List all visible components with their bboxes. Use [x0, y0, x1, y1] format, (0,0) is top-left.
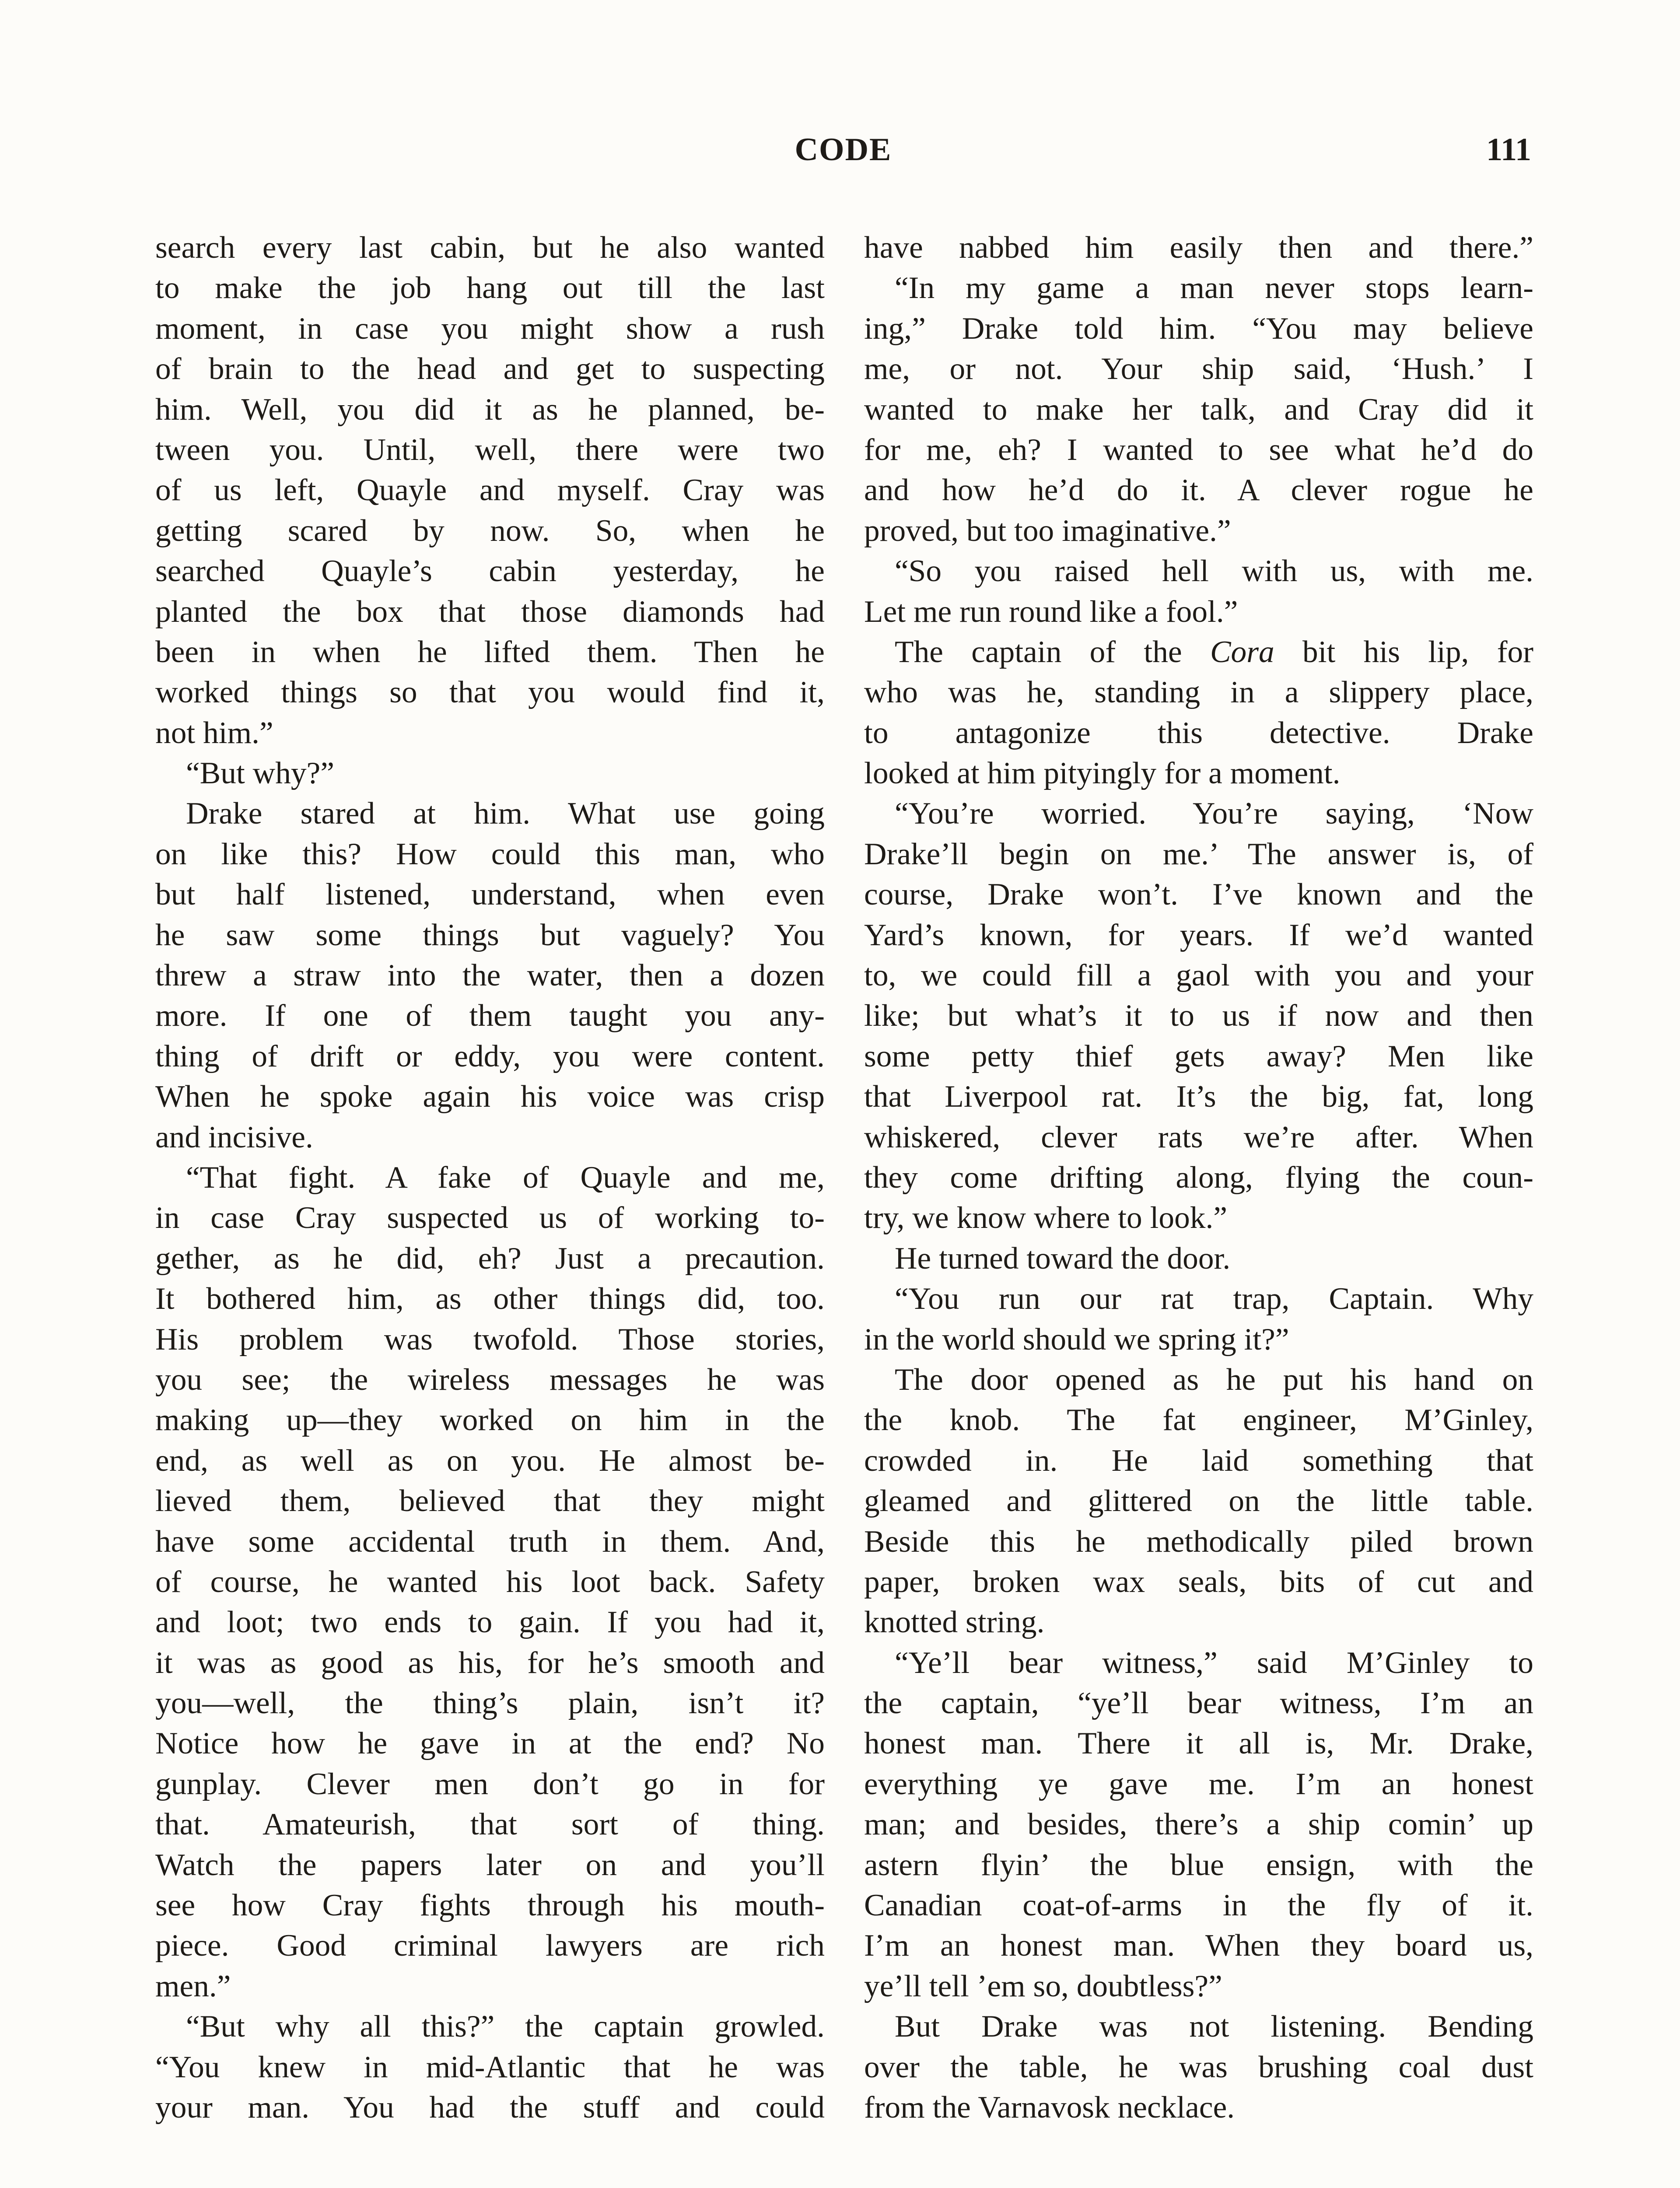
text-line: whiskered, clever rats we’re after. When — [864, 1119, 1533, 1154]
text-line: of course, he wanted his loot back. Safety — [155, 1564, 825, 1599]
text-line: “So you raised hell with us, with me. — [895, 554, 1533, 589]
right-text-column — [864, 228, 1533, 2128]
text-line: tween you. Until, well, there were two — [155, 432, 825, 467]
text-line: “That fight. A fake of Quayle and me, — [186, 1160, 825, 1195]
text-line: moment, in case you might show a rush — [155, 311, 825, 346]
text-line: The captain of the Cora bit his lip, for — [895, 634, 1533, 669]
text-line: honest man. There it all is, Mr. Drake, — [864, 1726, 1533, 1761]
text-line: “But why all this?” the captain growled. — [186, 2009, 825, 2044]
text-line: have some accidental truth in them. And, — [155, 1524, 825, 1559]
text-line: course, Drake won’t. I’ve known and the — [864, 877, 1533, 912]
text-line: thing of drift or eddy, you were content. — [155, 1038, 825, 1073]
text-line: When he spoke again his voice was crisp — [155, 1079, 825, 1114]
text-line: Beside this he methodically piled brown — [864, 1524, 1533, 1559]
text-line: Canadian coat-of-arms in the fly of it. — [864, 1888, 1533, 1923]
text-line: ye’ll tell ’em so, doubtless?” — [864, 1968, 1222, 2003]
text-line: that Liverpool rat. It’s the big, fat, long — [864, 1079, 1533, 1114]
text-line: from the Varnavosk necklace. — [864, 2090, 1235, 2125]
text-line: to, we could fill a gaol with you and your — [864, 958, 1533, 993]
page-header — [155, 131, 1531, 179]
text-line: “You’re worried. You’re saying, ‘Now — [895, 796, 1533, 831]
text-line: “You run our rat trap, Captain. Why — [895, 1281, 1533, 1316]
text-line: him. Well, you did it as he planned, be- — [155, 392, 825, 427]
text-line: you—well, the thing’s plain, isn’t it? — [155, 1686, 825, 1721]
page-number: 111 — [1486, 132, 1531, 168]
text-line: paper, broken wax seals, bits of cut and — [864, 1564, 1533, 1599]
text-line: have nabbed him easily then and there.” — [864, 230, 1533, 265]
text-line: crowded in. He laid something that — [864, 1443, 1533, 1478]
text-line: men.” — [155, 1968, 231, 2003]
text-line: lieved them, believed that they might — [155, 1483, 825, 1518]
text-line: in the world should we spring it?” — [864, 1322, 1289, 1357]
text-line: search every last cabin, but he also wanted — [155, 230, 825, 265]
text-line: “Ye’ll bear witness,” said M’Ginley to — [895, 1645, 1533, 1680]
text-line: for me, eh? I wanted to see what he’d do — [864, 432, 1533, 467]
text-line: His problem was twofold. Those stories, — [155, 1322, 825, 1357]
text-line: try, we know where to look.” — [864, 1200, 1228, 1235]
text-line: over the table, he was brushing coal dust — [864, 2049, 1533, 2084]
text-line: wanted to make her talk, and Cray did it — [864, 392, 1533, 427]
text-line: not him.” — [155, 715, 273, 750]
text-line: your man. You had the stuff and could — [155, 2090, 825, 2125]
text-line: and how he’d do it. A clever rogue he — [864, 473, 1533, 508]
text-line: more. If one of them taught you any- — [155, 998, 825, 1033]
text-line: worked things so that you would find it, — [155, 675, 825, 710]
text-line: some petty thief gets away? Men like — [864, 1038, 1533, 1073]
text-line: gleamed and glittered on the little table. — [864, 1483, 1533, 1518]
text-line: the knob. The fat engineer, M’Ginley, — [864, 1403, 1533, 1438]
text-line: “In my game a man never stops learn- — [895, 270, 1533, 305]
text-line: the captain, “ye’ll bear witness, I’m an — [864, 1686, 1533, 1721]
text-line: ing,” Drake told him. “You may believe — [864, 311, 1533, 346]
text-line: of us left, Quayle and myself. Cray was — [155, 473, 825, 508]
text-line: knotted string. — [864, 1605, 1045, 1640]
text-line: end, as well as on you. He almost be- — [155, 1443, 825, 1478]
text-line: looked at him pityingly for a moment. — [864, 756, 1340, 791]
text-line: he saw some things but vaguely? You — [155, 917, 825, 952]
text-line: they come drifting along, flying the coun- — [864, 1160, 1533, 1195]
text-line: “You knew in mid-Atlantic that he was — [155, 2049, 825, 2084]
text-line: searched Quayle’s cabin yesterday, he — [155, 554, 825, 589]
text-line: It bothered him, as other things did, too. — [155, 1281, 825, 1316]
text-line: me, or not. Your ship said, ‘Hush.’ I — [864, 351, 1533, 386]
text-line: proved, but too imaginative.” — [864, 513, 1231, 548]
running-title: CODE — [794, 132, 892, 168]
text-line: getting scared by now. So, when he — [155, 513, 825, 548]
text-line: man; and besides, there’s a ship comin’ up — [864, 1807, 1533, 1842]
text-line: but half listened, understand, when even — [155, 877, 825, 912]
text-line: threw a straw into the water, then a dozen — [155, 958, 825, 993]
text-line: Drake stared at him. What use going — [186, 796, 825, 831]
text-line: who was he, standing in a slippery place, — [864, 675, 1533, 710]
text-line: gunplay. Clever men don’t go in for — [155, 1766, 825, 1801]
ship-name: Cora — [1210, 634, 1274, 669]
text-line: to antagonize this detective. Drake — [864, 715, 1533, 750]
text-line: everything ye gave me. I’m an honest — [864, 1766, 1533, 1801]
text-line: Drake’ll begin on me.’ The answer is, of — [864, 836, 1533, 871]
left-text-column — [155, 228, 825, 2128]
text-line: see how Cray fights through his mouth- — [155, 1888, 825, 1923]
text-line: astern flyin’ the blue ensign, with the — [864, 1847, 1533, 1882]
text-line: and incisive. — [155, 1119, 313, 1154]
text-line: “But why?” — [186, 756, 335, 791]
text-line: The door opened as he put his hand on — [895, 1362, 1533, 1397]
text-line: been in when he lifted them. Then he — [155, 634, 825, 669]
text-line: But Drake was not listening. Bending — [895, 2009, 1533, 2044]
text-line: He turned toward the door. — [895, 1241, 1231, 1276]
text-line: on like this? How could this man, who — [155, 836, 825, 871]
text-line: that. Amateurish, that sort of thing. — [155, 1807, 825, 1842]
text-line: Notice how he gave in at the end? No — [155, 1726, 825, 1761]
text-line: to make the job hang out till the last — [155, 270, 825, 305]
text-line: it was as good as his, for he’s smooth and — [155, 1645, 825, 1680]
text-line: of brain to the head and get to suspecting — [155, 351, 825, 386]
text-line: Let me run round like a fool.” — [864, 594, 1238, 629]
text-line: piece. Good criminal lawyers are rich — [155, 1928, 825, 1963]
text-line: and loot; two ends to gain. If you had it, — [155, 1605, 825, 1640]
text-line: making up—they worked on him in the — [155, 1403, 825, 1438]
text-line: in case Cray suspected us of working to- — [155, 1200, 825, 1235]
text-line: like; but what’s it to us if now and then — [864, 998, 1533, 1033]
text-line: I’m an honest man. When they board us, — [864, 1928, 1533, 1963]
text-line: Watch the papers later on and you’ll — [155, 1847, 825, 1882]
text-line: Yard’s known, for years. If we’d wanted — [864, 917, 1533, 952]
text-line: planted the box that those diamonds had — [155, 594, 825, 629]
text-line: you see; the wireless messages he was — [155, 1362, 825, 1397]
text-line: gether, as he did, eh? Just a precaution. — [155, 1241, 825, 1276]
